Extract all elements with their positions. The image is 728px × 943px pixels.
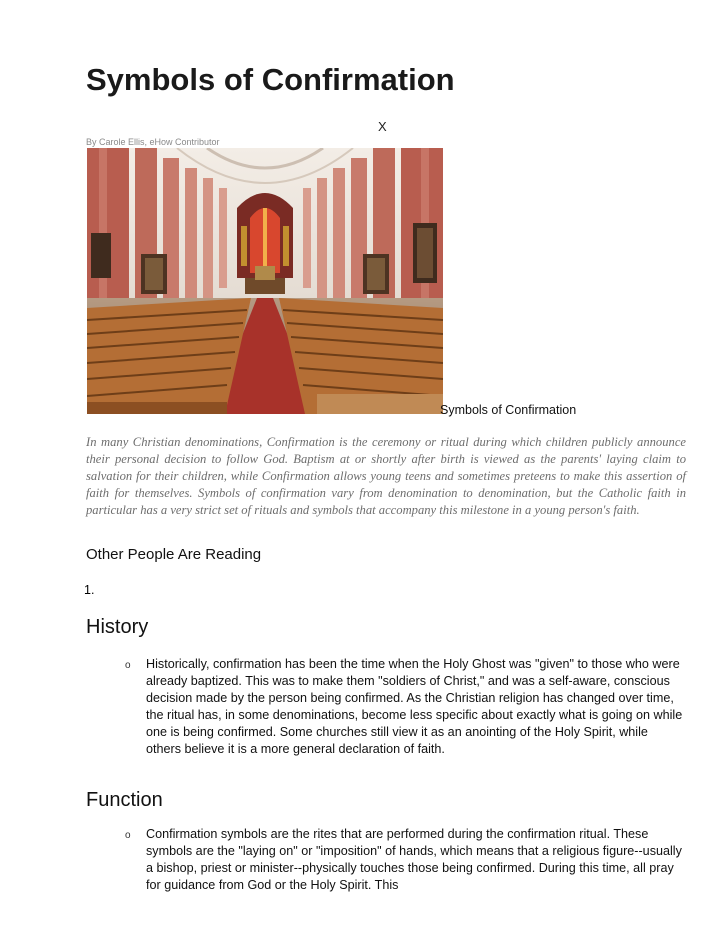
related-heading: Other People Are Reading xyxy=(86,546,262,563)
section-heading-history: History xyxy=(86,616,149,638)
list-number: 1. xyxy=(84,583,95,597)
image-caption: Symbols of Confirmation xyxy=(440,403,577,417)
section-heading-function: Function xyxy=(86,789,163,811)
church-interior-illustration xyxy=(87,148,443,414)
bullet-icon: o xyxy=(125,830,131,841)
bullet-icon: o xyxy=(125,660,131,671)
function-paragraph: Confirmation symbols are the rites that are performed during the confirmation ritual. These symbols are the "laying on" or "imposition" of hands, which means that a religious figure--usually a bishop, priest or minister--physically touches those being confirmed. During this time, all pray for guidance from God or the Holy Spirit. This xyxy=(146,827,682,892)
byline[interactable]: By Carole Ellis, eHow Contributor xyxy=(86,137,220,147)
article-title: Symbols of Confirmation xyxy=(86,62,455,97)
church-interior-image xyxy=(87,148,443,414)
history-paragraph: Historically, confirmation has been the time when the Holy Ghost was "given" to those who were already baptized. This was to make them "soldiers of Christ," and was a self-aware, conscious decision made by the person being confirmed. As the Christian religion has changed over time, the ritual has, in some denominations, become less specific about exactly what is going on while one is being confirmed. Some churches still view it as an anointing of the Holy Spirit, while others believe it is a more general declaration of faith. xyxy=(146,657,683,756)
intro-paragraph: In many Christian denominations, Confirmation is the ceremony or ritual during which children publicly announce their personal decision to follow God. Baptism at or shortly after birth is viewed as the parents' laying claim to salvation for their children, while Confirmation allows young teens and sometimes preteens to make this assertion of faith for themselves. Symbols of confirmation vary from denomination to denomination, but the Catholic faith in particular has a very strict set of rituals and symbols that accompany this milestone in a young person's faith. xyxy=(86,435,686,517)
close-icon[interactable]: X xyxy=(378,119,387,134)
